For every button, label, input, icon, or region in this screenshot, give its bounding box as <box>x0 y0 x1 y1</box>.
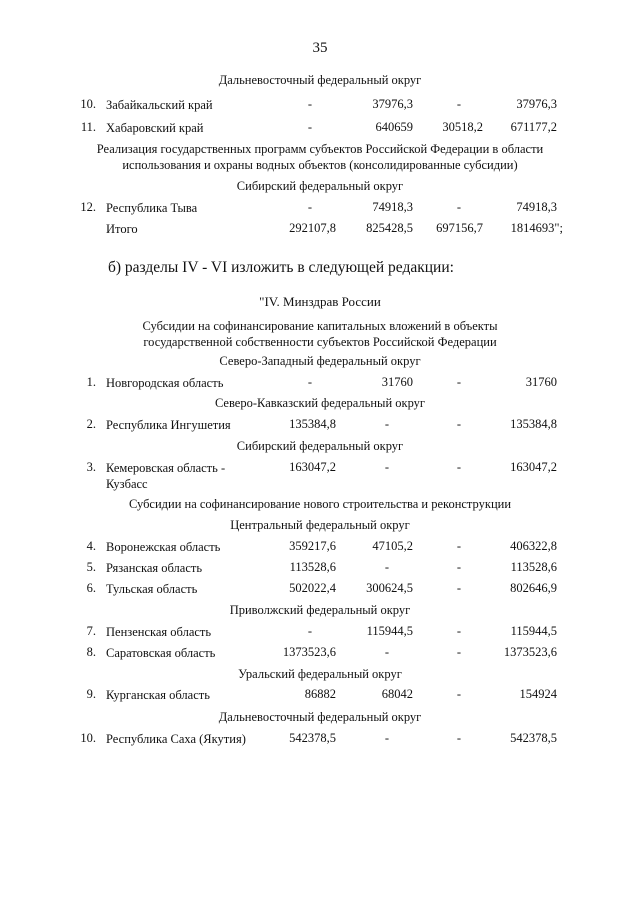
row-number: 10. <box>80 731 96 745</box>
region-name: Республика Саха (Якутия) <box>106 732 246 746</box>
district-heading: Сибирский федеральный округ <box>236 179 404 193</box>
cell-col3: - <box>456 375 461 389</box>
cell-col3: 30518,2 <box>442 120 483 134</box>
cell-col3: - <box>456 731 461 745</box>
region-name: Саратовская область <box>106 646 216 660</box>
cell-col1: 359217,6 <box>289 539 336 553</box>
cell-col3: - <box>456 97 461 111</box>
cell-col2: 300624,5 <box>366 581 413 595</box>
row-number: 2. <box>86 417 96 431</box>
row-number: 5. <box>86 560 96 574</box>
district-heading: Уральский федеральный округ <box>238 667 402 681</box>
cell-col4: 135384,8 <box>510 417 557 431</box>
cell-col3: - <box>456 645 461 659</box>
cell-col2: - <box>384 731 389 745</box>
cell-col3: - <box>456 200 461 214</box>
region-name <box>106 460 225 492</box>
cell-col2: - <box>384 460 389 474</box>
region-name: Рязанская область <box>106 561 203 575</box>
cell-col2: 74918,3 <box>372 200 413 214</box>
cell-col4: 671177,2 <box>510 120 557 134</box>
paragraph-b: б) разделы IV - VI изложить в следующей редакции: <box>108 259 454 276</box>
district-heading: Северо-Западный федеральный округ <box>219 354 421 368</box>
row-number: 11. <box>80 120 96 134</box>
cell-col1: - <box>307 120 312 134</box>
cell-col4: 163047,2 <box>510 460 557 474</box>
cell-col1: - <box>307 624 312 638</box>
cell-col4: 74918,3 <box>516 200 557 214</box>
cell-col2: 115944,5 <box>366 624 413 638</box>
cell-col1: - <box>307 97 312 111</box>
cell-col4: 1373523,6 <box>503 645 557 659</box>
total-col3: 697156,7 <box>436 221 483 235</box>
row-number: 12. <box>80 200 96 214</box>
cell-col4: 406322,8 <box>510 539 557 553</box>
region-name: Хабаровский край <box>106 121 204 135</box>
row-number: 3. <box>86 460 96 474</box>
region-name: Пензенская область <box>106 625 212 639</box>
total-col2: 825428,5 <box>366 221 413 235</box>
cell-col4: 31760 <box>525 375 557 389</box>
region-name: Воронежская область <box>106 540 221 554</box>
region-name: Курганская область <box>106 688 210 702</box>
cell-col1: - <box>307 200 312 214</box>
district-heading: Приволжский федеральный округ <box>229 603 411 617</box>
row-number: 7. <box>86 624 96 638</box>
district-heading: Центральный федеральный округ <box>230 518 410 532</box>
cell-col1: 542378,5 <box>289 731 336 745</box>
program-heading-line: использования и охраны водных объектов (консолидированные субсидии) <box>122 158 518 172</box>
cell-col2: 47105,2 <box>372 539 413 553</box>
cell-col4: 802646,9 <box>510 581 557 595</box>
cell-col1: 163047,2 <box>289 460 336 474</box>
row-number: 10. <box>80 97 96 111</box>
cell-col4: 115944,5 <box>510 624 557 638</box>
section-title: "IV. Минздрав России <box>259 294 381 309</box>
cell-col1: 1373523,6 <box>282 645 336 659</box>
cell-col3: - <box>456 581 461 595</box>
total-col4: 1814693"; <box>510 221 563 235</box>
total-col1: 292107,8 <box>289 221 336 235</box>
cell-col3: - <box>456 417 461 431</box>
district-heading: Дальневосточный федеральный округ <box>218 73 422 87</box>
cell-col2: 640659 <box>375 120 413 134</box>
row-number: 4. <box>86 539 96 553</box>
cell-col1: 113528,6 <box>289 560 336 574</box>
cell-col2: - <box>384 417 389 431</box>
cell-col1: 502022,4 <box>289 581 336 595</box>
cell-col2: 37976,3 <box>372 97 413 111</box>
region-name: Новгородская область <box>106 376 224 390</box>
cell-col3: - <box>456 624 461 638</box>
region-name-line: Кемеровская область - <box>106 461 226 475</box>
subsection-heading <box>80 318 560 350</box>
row-number: 9. <box>86 687 96 701</box>
subsection-heading-line: Субсидии на софинансирование капитальных вложений в объекты <box>142 319 498 333</box>
cell-col2: - <box>384 560 389 574</box>
region-name: Республика Тыва <box>106 201 198 215</box>
subsection-heading-line: государственной собственности субъектов Российской Федерации <box>143 335 497 349</box>
cell-col1: 135384,8 <box>289 417 336 431</box>
cell-col1: - <box>307 375 312 389</box>
cell-col2: - <box>384 645 389 659</box>
district-heading: Северо-Кавказский федеральный округ <box>214 396 426 410</box>
region-name: Тульская область <box>106 582 198 596</box>
cell-col2: 68042 <box>381 687 413 701</box>
subsection-heading: Субсидии на софинансирование нового строительства и реконструкции <box>128 497 512 511</box>
row-number: 8. <box>86 645 96 659</box>
region-name-line: Кузбасс <box>106 477 148 491</box>
district-heading: Сибирский федеральный округ <box>236 439 404 453</box>
program-heading <box>80 141 560 173</box>
cell-col4: 154924 <box>519 687 557 701</box>
total-label: Итого <box>106 222 138 236</box>
cell-col4: 542378,5 <box>510 731 557 745</box>
cell-col3: - <box>456 539 461 553</box>
cell-col4: 37976,3 <box>516 97 557 111</box>
region-name: Республика Ингушетия <box>106 418 231 432</box>
page-number: 35 <box>312 40 328 56</box>
cell-col3: - <box>456 460 461 474</box>
region-name: Забайкальский край <box>106 98 213 112</box>
cell-col1: 86882 <box>304 687 336 701</box>
program-heading-line: Реализация государственных программ субъектов Российской Федерации в области <box>96 142 544 156</box>
row-number: 6. <box>86 581 96 595</box>
row-number: 1. <box>86 375 96 389</box>
cell-col3: - <box>456 687 461 701</box>
cell-col3: - <box>456 560 461 574</box>
cell-col4: 113528,6 <box>510 560 557 574</box>
district-heading: Дальневосточный федеральный округ <box>218 710 422 724</box>
cell-col2: 31760 <box>381 375 413 389</box>
